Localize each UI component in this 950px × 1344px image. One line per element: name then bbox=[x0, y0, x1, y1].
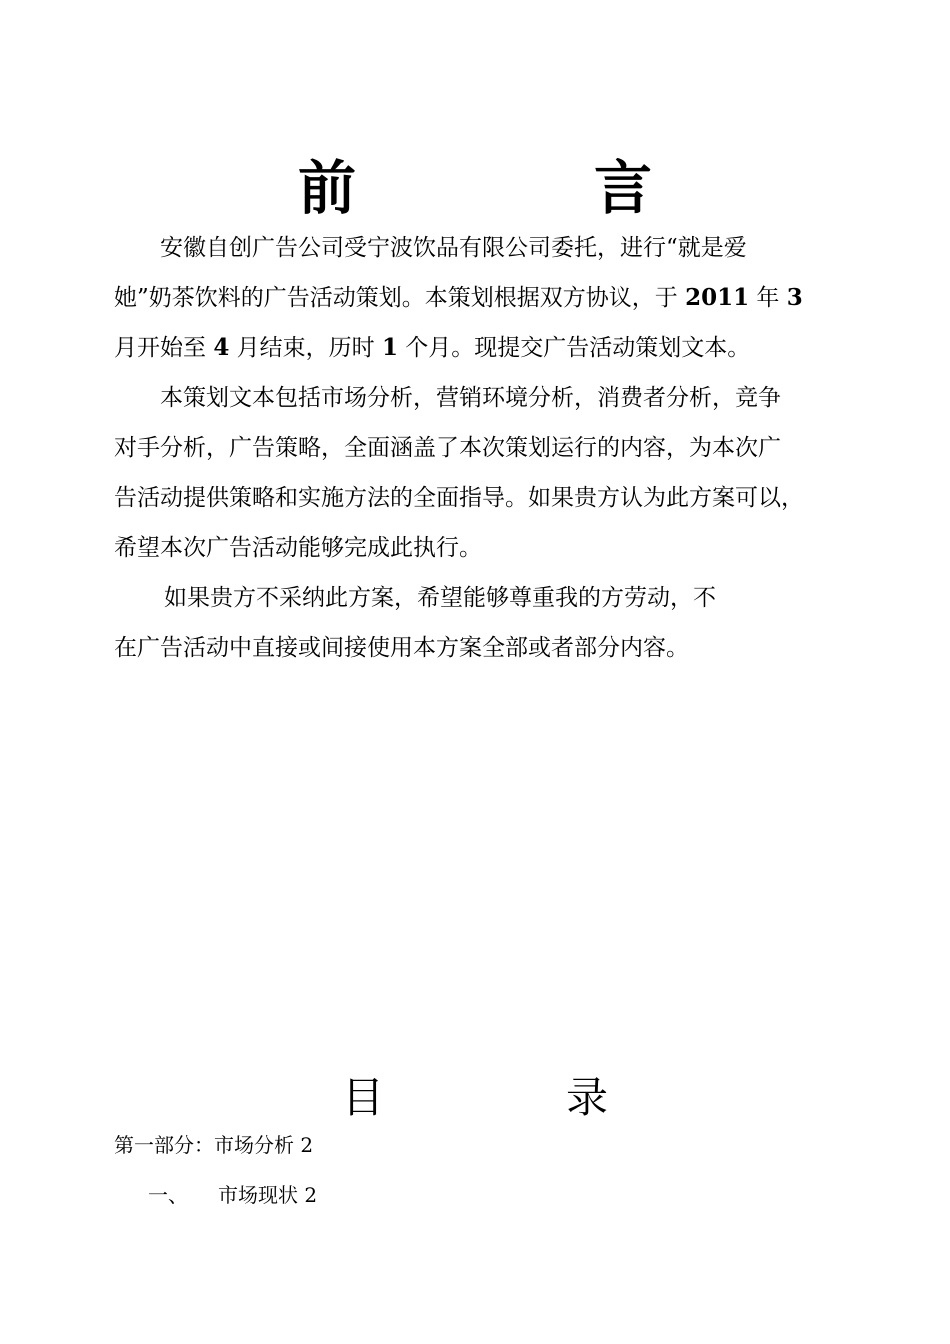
duration-value: 1 bbox=[381, 334, 398, 361]
preface-paragraph-1 bbox=[114, 223, 874, 373]
text-span: 月开始至 bbox=[114, 335, 214, 361]
paragraph-line bbox=[114, 273, 874, 323]
toc-entry-label: 第一部分：市场分析 bbox=[114, 1133, 294, 1157]
toc-entry[interactable] bbox=[148, 1180, 317, 1210]
paragraph-line: 如果贵方不采纳此方案，希望能够尊重我的方劳动，不 bbox=[164, 585, 716, 611]
year-value: 2011 bbox=[685, 284, 750, 311]
preface-title: 前 言 bbox=[297, 154, 742, 222]
paragraph-line: 希望本次广告活动能够完成此执行。 bbox=[114, 535, 482, 561]
toc-entry-page: 2 bbox=[300, 1133, 314, 1157]
paragraph-line: 在广告活动中直接或间接使用本方案全部或者部分内容。 bbox=[114, 635, 689, 661]
toc-entry-label: 市场现状 bbox=[218, 1183, 298, 1207]
end-month-value: 4 bbox=[213, 334, 230, 361]
paragraph-line: 安徽自创广告公司受宁波饮品有限公司委托，进行“就是爱 bbox=[160, 235, 747, 261]
paragraph-line bbox=[114, 323, 874, 373]
toc-entry-page: 2 bbox=[304, 1183, 318, 1207]
paragraph-line: 告活动提供策略和实施方法的全面指导。如果贵方认为此方案可以， bbox=[114, 485, 804, 511]
preface-paragraph-2 bbox=[114, 373, 874, 573]
text-span: 年 bbox=[749, 285, 787, 311]
preface-paragraph-3 bbox=[114, 573, 874, 673]
text-span: 她”奶茶饮料的广告活动策划。本策划根据双方协议，于 bbox=[114, 285, 686, 311]
toc-entry[interactable] bbox=[114, 1130, 313, 1160]
toc-title: 目 录 bbox=[341, 1073, 678, 1122]
paragraph-line: 本策划文本包括市场分析，营销环境分析，消费者分析，竞争 bbox=[160, 385, 781, 411]
text-span: 个月。现提交广告活动策划文本。 bbox=[397, 335, 751, 361]
start-month-value: 3 bbox=[786, 284, 803, 311]
paragraph-line: 对手分析，广告策略，全面涵盖了本次策划运行的内容，为本次广 bbox=[114, 435, 781, 461]
toc-entry-number: 一、 bbox=[148, 1183, 188, 1207]
text-span: 月结束，历时 bbox=[229, 335, 382, 361]
